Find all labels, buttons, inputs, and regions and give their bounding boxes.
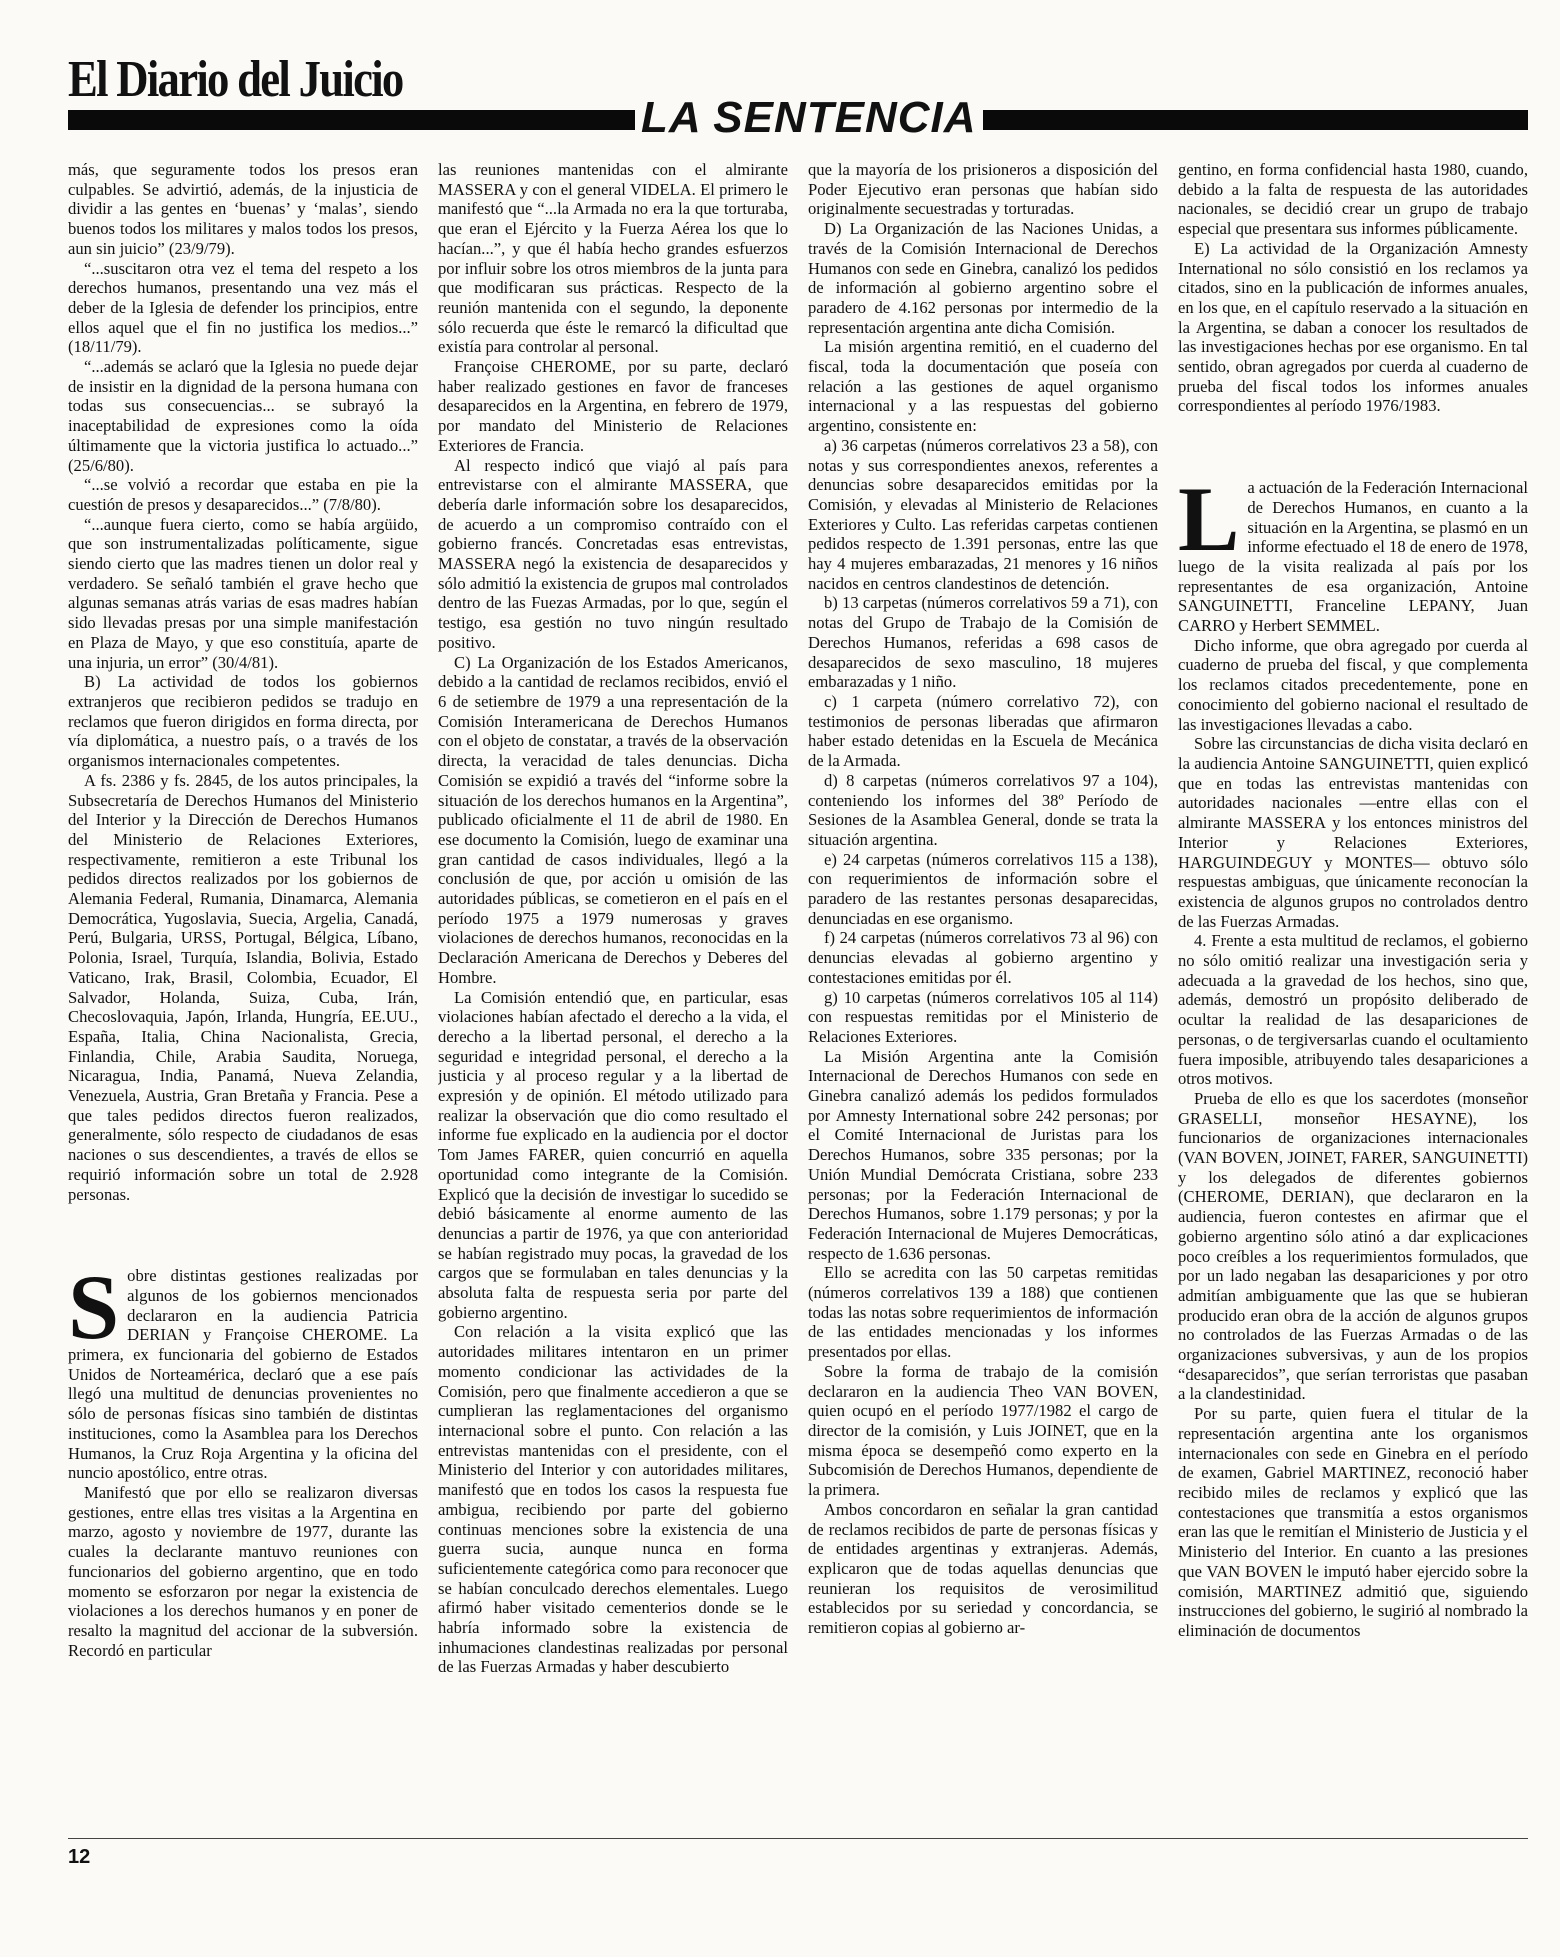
page-number: 12 bbox=[68, 1846, 91, 1868]
paragraph: Dicho informe, que obra agregado por cuerda al cuaderno de prueba del fiscal, y que complementa los reclamos citados precedentemente, pone en conocimiento del gobierno nacional el resultado de las investigaciones llevadas a cabo. bbox=[1178, 635, 1528, 734]
paragraph: Ambos concordaron en señalar la gran cantidad de reclamos recibidos de parte de personas físicas y de entidades argentinas y extranjeras. Además, explicaron que de todas aquellas denuncias que reunieran los requisitos de verosimilitud establecidos por su seriedad y concordancia, se remitieron copias al gobierno ar- bbox=[808, 1499, 1158, 1638]
paragraph: “...aunque fuera cierto, como se había argüido, que son instrumentalizadas políticamente, sigue siendo cierto que las madres tienen un dolor real y verdadero. Se señaló también el grave hecho que algunas semanas atrás varias de esas madres habían sido llevadas presas por una simple manifestación en Plaza de Mayo, y que eso constituía, aparte de una injuria, un error” (30/4/81). bbox=[68, 514, 418, 672]
paragraph: “...suscitaron otra vez el tema del respeto a los derechos humanos, presentando una vez más el deber de la Iglesia de defender los principios, entre ellos aquel que el fin no justifica los medios...” (18/11/79). bbox=[68, 258, 418, 357]
column-3 bbox=[808, 160, 1158, 1825]
drop-cap-letter: S bbox=[68, 1256, 120, 1359]
paragraph: Sobre la forma de trabajo de la comisión declararon en la audiencia Theo VAN BOVEN, quien ocupó en el período 1977/1982 el cargo de director de la comisión, y Luis JOINET, que en la misma época se desempeñó como experto en la Subcomisión de Derechos Humanos, dependiente de la primera. bbox=[808, 1361, 1158, 1500]
paragraph: a) 36 carpetas (números correlativos 23 a 58), con notas y sus correspondientes anexos, referentes a denuncias sobre desaparecidos emitidas por la Comisión, y elevadas al Ministerio de Relaciones Exteriores y Culto. Las referidas carpetas contienen pedidos respecto de 1.391 personas, entre las que hay 4 mujeres embarazadas, 21 menores y 16 niños nacidos en centros clandestinos de detención. bbox=[808, 435, 1158, 593]
paragraph: La misión argentina remitió, en el cuaderno del fiscal, toda la documentación que poseía con relación a las gestiones de aquel organismo internacional y a las respuestas del gobierno argentino, consistente en: bbox=[808, 337, 1158, 436]
paragraph: Prueba de ello es que los sacerdotes (monseñor GRASELLI, monseñor HESAYNE), los funcionarios de organizaciones internacionales (VAN BOVEN, JOINET, FARER, SANGUINETTI) y los delegados de diferentes gobiernos (CHEROME, DERIAN), que declararon en la audiencia, fueron contestes en afirmar que el gobierno argentino sólo atinó a dar explicaciones poco creíbles a los requerimientos formulados, que por un lado negaban las desapariciones y por otro admitían ambiguamente que las que se hubieran producido eran obra de la acción de algunos grupos no controlados de las Fuerzas Armadas o de las organizaciones subversivas, y aun de los propios “desaparecidos”, que serían terroristas que pasaban a la clandestinidad. bbox=[1178, 1088, 1528, 1404]
footer-rule bbox=[68, 1838, 1528, 1839]
paragraph: más, que seguramente todos los presos eran culpables. Se advirtió, además, de la injusticia de dividir a las gentes en ‘buenas’ y ‘malas’, siendo buenos todos los militares y malos todos los presos, aun sin juicio” (23/9/79). bbox=[68, 160, 418, 258]
paragraph: Françoise CHEROME, por su parte, declaró haber realizado gestiones en favor de franceses desaparecidos en la Argentina, en febrero de 1979, por mandato del Ministerio de Relaciones Exteriores de Francia. bbox=[438, 357, 788, 455]
paragraph: Sobre las circunstancias de dicha visita declaró en la audiencia Antoine SANGUINETTI, quien explicó que en todas las entrevistas mantenidas con autoridades nacionales —entre ellas con el almirante MASSERA y los entonces ministros del Interior y Relaciones Exteriores, HARGUINDEGUY y MONTES— obtuvo sólo respuestas ambiguas, que únicamente reconocían la existencia de algunos grupos no controlados dentro de las Fuerzas Armadas. bbox=[1178, 734, 1528, 931]
column-4 bbox=[1178, 160, 1528, 1825]
paragraph: Al respecto indicó que viajó al país para entrevistarse con el almirante MASSERA, que debería darle información sobre los desaparecidos, de acuerdo a un compromiso contraído con el gobierno francés. Concretadas esas entrevistas, MASSERA negó la existencia de desaparecidos y sólo admitió la existencia de grupos mal controlados dentro de las Fuezas Armadas, por lo que, según el testigo, esa gestión no tuvo ningún resultado positivo. bbox=[438, 455, 788, 652]
paragraph: que la mayoría de los prisioneros a disposición del Poder Ejecutivo eran personas que habían sido originalmente secuestradas y torturadas. bbox=[808, 160, 1158, 219]
section-label: LA SENTENCIA bbox=[635, 96, 983, 140]
dropcap-paragraph bbox=[68, 1256, 418, 1483]
paragraph: “...además se aclaró que la Iglesia no puede dejar de insistir en la dignidad de la persona humana con todas sus consecuencias... se subrayó la inaceptabilidad de expresiones como la oída últimamente que la victoria justifica lo actuado...” (25/6/80). bbox=[68, 357, 418, 475]
paragraph: “...se volvió a recordar que estaba en pie la cuestión de presos y desaparecidos...” (7/8/80). bbox=[68, 475, 418, 514]
paragraph: B) La actividad de todos los gobiernos extranjeros que recibieron pedidos se tradujo en reclamos que fueron dirigidos en forma directa, por vía diplomática, a nuestro país, o a través de los organismos internacionales competentes. bbox=[68, 672, 418, 771]
paragraph: las reuniones mantenidas con el almirante MASSERA y con el general VIDELA. El primero le manifestó que “...la Armada no era la que torturaba, que eran el Ejército y la Fuerza Aérea los que lo hacían...”, y que él había hecho grandes esfuerzos por influir sobre los otros miembros de la junta para que modificaran sus prácticas. Respecto de la reunión mantenida con el segundo, la deponente sólo recuerda que éste le remarcó la dificultad que existía para controlar al personal. bbox=[438, 160, 788, 357]
paragraph: La Comisión entendió que, en particular, esas violaciones habían afectado el derecho a la vida, el derecho a la libertad personal, el derecho a la seguridad e integridad personal, el derecho a la justicia y al proceso regular y a la libertad de expresión y de opinión. El método utilizado para realizar la observación que dio como resultado el informe fue explicado en la audiencia por el doctor Tom James FARER, quien concurrió en aquella oportunidad como integrante de la Comisión. Explicó que la decisión de investigar lo sucedido se debió básicamente al enorme aumento de las denuncias a partir de 1976, ya que con anterioridad se habían registrado muy pocas, la gravedad de los cargos que se formulaban en tales denuncias y la absoluta falta de respuesta seria por parte del gobierno argentino. bbox=[438, 987, 788, 1322]
paragraph: e) 24 carpetas (números correlativos 115 a 138), con requerimientos de información sobre el paradero de las restantes personas desaparecidas, denunciadas en ese organismo. bbox=[808, 849, 1158, 928]
paragraph: b) 13 carpetas (números correlativos 59 a 71), con notas del Grupo de Trabajo de la Comisión de Derechos Humanos, referidas a 698 casos de desaparecidos de sexo masculino, 18 mujeres embarazadas y 1 niño. bbox=[808, 593, 1158, 692]
dropcap-paragraph-text: obre distintas gestiones realizadas por algunos de los gobiernos mencionados declararon en la audiencia Patricia DERIAN y Françoise CHEROME. La primera, ex funcionaria del gobierno de Estados Unidos de Norteamérica, declaró que a ese país llegó una multitud de denuncias provenientes no sólo de personas físicas sino también de distintas instituciones, como la Asamblea para los Derechos Humanos, la Cruz Roja Argentina y la oficina del nuncio apostólico, entre otras. bbox=[68, 1266, 418, 1483]
paragraph: c) 1 carpeta (número correlativo 72), con testimonios de personas liberadas que afirmaron haber estado detenidas en la Escuela de Mecánica de la Armada. bbox=[808, 691, 1158, 771]
drop-cap-letter: L bbox=[1178, 468, 1240, 571]
paragraph: Ello se acredita con las 50 carpetas remitidas (números correlativos 139 a 188) que contienen todas las notas sobre requerimientos de información de las entidades mencionadas y los informes presentados por ellas. bbox=[808, 1263, 1158, 1362]
paragraph: gentino, en forma confidencial hasta 1980, cuando, debido a la falta de respuesta de las autoridades nacionales, se decidió crear un grupo de trabajo especial que presentara sus informes públicamente. bbox=[1178, 160, 1528, 239]
paragraph: Con relación a la visita explicó que las autoridades militares intentaron en un primer momento condicionar las actividades de la Comisión, pero que finalmente accedieron a que se cumplieran las reglamentaciones del organismo internacional sobre el punto. Con relación a las entrevistas mantenidas con el presidente, con el Ministerio del Interior y con autoridades militares, manifestó que en todos los casos la respuesta fue ambigua, recibiendo por parte del gobierno continuas menciones sobre la existencia de una guerra sucia, aunque nunca en forma suficientemente categórica como para reconocer que se habían conculcado derechos elementales. Luego afirmó haber visitado cementerios donde se le habría informado sobre la existencia de inhumaciones clandestinas realizadas por personal de las Fuerzas Armadas y haber descubierto bbox=[438, 1322, 788, 1677]
paragraph: A fs. 2386 y fs. 2845, de los autos principales, la Subsecretaría de Derechos Humanos del Ministerio del Interior y la Dirección de Derechos Humanos del Ministerio de Relaciones Exteriores, respectivamente, remitieron a este Tribunal los pedidos directos realizados por los gobiernos de Alemania Federal, Rumania, Dinamarca, Alemania Democrática, Yugoslavia, Suecia, Argelia, Canadá, Perú, Bulgaria, URSS, Portugal, Bélgica, Líbano, Polonia, Israel, Turquía, Islandia, Bolivia, Estado Vaticano, Irak, Brasil, Colombia, Ecuador, El Salvador, Holanda, Suiza, Cuba, Irán, Checoslovaquia, Japón, Irlanda, Hungría, EE.UU., España, Italia, China Nacionalista, Grecia, Finlandia, Chile, Arabia Saudita, Noruega, Nicaragua, India, Panamá, Nueva Zelandia, Venezuela, Austria, Gran Bretaña y Francia. Pese a que tales pedidos directos fueron realizados, generalmente, sólo respecto de ciudadanos de esas naciones o sus descendientes, a través de ellos se requirió información sobre un total de 2.928 personas. bbox=[68, 770, 418, 1204]
article-columns bbox=[68, 160, 1528, 1825]
paragraph: g) 10 carpetas (números correlativos 105 al 114) con respuestas remitidas por el Ministerio de Relaciones Exteriores. bbox=[808, 987, 1158, 1046]
paragraph: E) La actividad de la Organización Amnesty International no sólo consistió en los reclamos ya citados, sino en la publicación de informes anuales, en los que, en el capítulo reservado a la situación en la Argentina, se daban a conocer los resultados de las investigaciones hechas por ese organismo. En tal sentido, obran agregados por cuerda al cuaderno de prueba del fiscal todos los informes anuales correspondientes al período 1976/1983. bbox=[1178, 238, 1528, 416]
paragraph: C) La Organización de los Estados Americanos, debido a la cantidad de reclamos recibidos, envió el 6 de setiembre de 1979 a una representación de la Comisión Interamericana de Derechos Humanos con el objeto de constatar, a través de la observación directa, la veracidad de tales denuncias. Dicha Comisión se expidió a través del “informe sobre la situación de los derechos humanos en la Argentina”, publicado oficialmente el 11 de abril de 1980. En ese documento la Comisión, luego de examinar una gran cantidad de casos individuales, llegó a la conclusión de que, por acción u omisión de las autoridades públicas, se cometieron en el país en el período 1975 a 1979 numerosas y graves violaciones de derechos humanos, reconocidas en la Declaración Americana de Derechos y Deberes del Hombre. bbox=[438, 652, 788, 987]
paragraph: Manifestó que por ello se realizaron diversas gestiones, entre ellas tres visitas a la Argentina en marzo, agosto y noviembre de 1977, durante las cuales la declarante mantuvo reuniones con funcionarios del gobierno argentino, que en todo momento se esforzaron por negar la existencia de violaciones a los derechos humanos y en poner de resalto la magnitud del accionar de la subversión. Recordó en particular bbox=[68, 1483, 418, 1660]
column-2 bbox=[438, 160, 788, 1825]
paragraph: f) 24 carpetas (números correlativos 73 al 96) con denuncias elevadas al gobierno argentino y contestaciones emitidas por él. bbox=[808, 928, 1158, 987]
paragraph: Por su parte, quien fuera el titular de la representación argentina ante los organismos internacionales con sede en Ginebra en el período de examen, Gabriel MARTINEZ, reconoció haber recibido miles de reclamos y explicó que las contestaciones que transmitía a estos organismos eran las que le remitían el Ministerio de Justicia y el Ministerio del Interior. En cuanto a las presiones que VAN BOVEN le imputó haber ejercido sobre la comisión, MARTINEZ admitió que, siguiendo instrucciones del gobierno, le sugirió al nombrado la eliminación de documentos bbox=[1178, 1404, 1528, 1640]
paragraph: 4. Frente a esta multitud de reclamos, el gobierno no sólo omitió realizar una investigación seria y adecuada a la gravedad de los hechos, sino que, además, demostró un propósito deliberado de ocultar la realidad de las desapariciones de personas, o de tergiversarlas cuando el ocultamiento fuera imposible, atribuyendo tales desapariciones a otros motivos. bbox=[1178, 931, 1528, 1089]
column-1 bbox=[68, 160, 418, 1825]
paragraph: D) La Organización de las Naciones Unidas, a través de la Comisión Internacional de Derechos Humanos con sede en Ginebra, canalizó los pedidos de información al gobierno argentino sobre el paradero de 4.162 personas por intermedio de la representación argentina ante dicha Comisión. bbox=[808, 219, 1158, 337]
dropcap-paragraph bbox=[1178, 468, 1528, 636]
masthead: El Diario del Juicio bbox=[68, 51, 403, 108]
dropcap-paragraph-text: a actuación de la Federación Internacional de Derechos Humanos, en cuanto a la situación en la Argentina, se plasmó en un informe efectuado el 18 de enero de 1978, luego de la visita realizada al país por los representantes de esa organización, Antoine SANGUINETTI, Franceline LEPANY, Juan CARRO y Herbert SEMMEL. bbox=[1178, 478, 1528, 636]
paragraph: La Misión Argentina ante la Comisión Internacional de Derechos Humanos con sede en Ginebra canalizó además los pedidos formulados por Amnesty International sobre 242 personas; por el Comité Internacional de Juristas para los Derechos Humanos, sobre 335 personas; por la Unión Mundial Demócrata Cristiana, sobre 233 personas; por la Federación Internacional de Derechos Humanos, sobre 1.179 personas; y por la Federación Internacional de Mujeres Democráticas, respecto de 1.636 personas. bbox=[808, 1046, 1158, 1263]
paragraph: d) 8 carpetas (números correlativos 97 a 104), conteniendo los informes del 38º Período de Sesiones de la Asamblea General, donde se trata la situación argentina. bbox=[808, 770, 1158, 849]
